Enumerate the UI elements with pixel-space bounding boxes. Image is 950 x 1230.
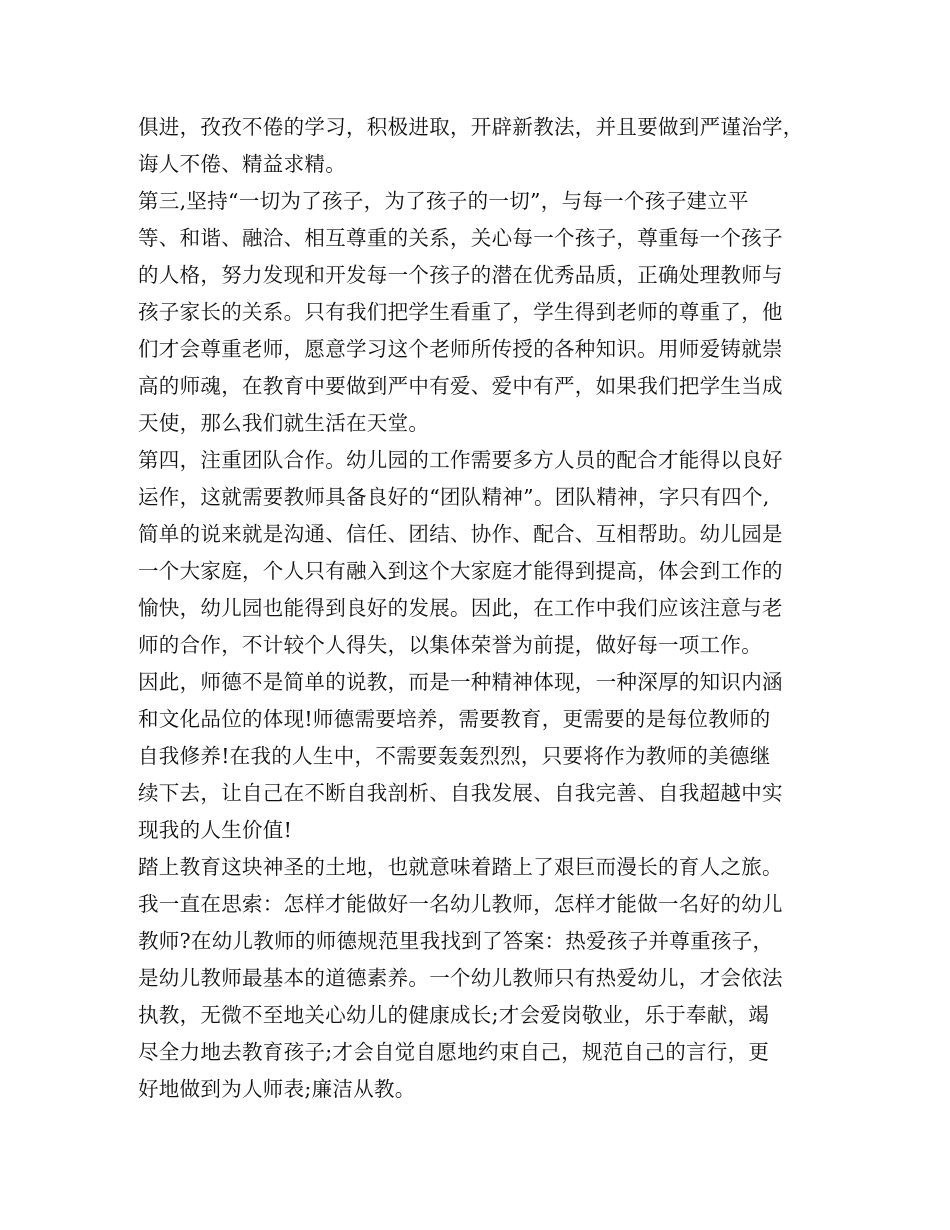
text-line: 好地做到为人师表;廉洁从教。 <box>138 1077 416 1101</box>
text-line: 师的合作，不计较个人得失，以集体荣誉为前提，做好每一项工作。 <box>138 633 762 657</box>
text-line: 我一直在思索：怎样才能做好一名幼儿教师，怎样才能做一名好的幼儿 <box>138 892 783 916</box>
text-line: 和文化品位的体现!师德需要培养，需要教育，更需要的是每位教师的 <box>138 707 771 731</box>
text-line: 一个大家庭，个人只有融入到这个大家庭才能得到提高，体会到工作的 <box>138 559 783 583</box>
text-line: 运作，这就需要教师具备良好的“团队精神”。团队精神，字只有四个, <box>138 485 770 509</box>
text-line: 踏上教育这块神圣的土地，也就意味着踏上了艰巨而漫长的育人之旅。 <box>138 855 783 879</box>
text-line: 孩子家长的关系。只有我们把学生看重了，学生得到老师的尊重了，他 <box>138 300 783 324</box>
text-line: 俱进，孜孜不倦的学习，积极进取，开辟新教法，并且要做到严谨治学， <box>138 115 804 139</box>
text-line: 尽全力地去教育孩子;才会自觉自愿地约束自己，规范自己的言行，更 <box>138 1040 770 1064</box>
text-line: 教师?在幼儿教师的师德规范里我找到了答案：热爱孩子并尊重孩子， <box>138 929 774 953</box>
text-line: 们才会尊重老师，愿意学习这个老师所传授的各种知识。用师爱铸就崇 <box>138 337 783 361</box>
document-body <box>138 109 828 1108</box>
text-line: 执教，无微不至地关心幼儿的健康成长;才会爱岗敬业，乐于奉献，竭 <box>138 1003 770 1027</box>
text-line: 自我修养!在我的人生中，不需要轰轰烈烈，只要将作为教师的美德继 <box>138 744 771 768</box>
text-line: 的人格，努力发现和开发每一个孩子的潜在优秀品质，正确处理教师与 <box>138 263 783 287</box>
text-line: 第四，注重团队合作。幼儿园的工作需要多方人员的配合才能得以良好 <box>138 448 783 472</box>
text-line: 第三,坚持“一切为了孩子，为了孩子的一切”，与每一个孩子建立平 <box>138 189 749 213</box>
text-line: 高的师魂，在教育中要做到严中有爱、爱中有严，如果我们把学生当成 <box>138 374 783 398</box>
text-line: 愉快，幼儿园也能得到良好的发展。因此，在工作中我们应该注意与老 <box>138 596 783 620</box>
text-line: 因此，师德不是简单的说教，而是一种精神体现，一种深厚的知识内涵 <box>138 670 783 694</box>
text-line: 是幼儿教师最基本的道德素养。一个幼儿教师只有热爱幼儿，才会依法 <box>138 966 783 990</box>
text-line: 续下去，让自己在不断自我剖析、自我发展、自我完善、自我超越中实 <box>138 781 783 805</box>
text-line: 简单的说来就是沟通、信任、团结、协作、配合、互相帮助。幼儿园是 <box>138 522 783 546</box>
text-line: 等、和谐、融洽、相互尊重的关系，关心每一个孩子，尊重每一个孩子 <box>138 226 783 250</box>
text-line: 诲人不倦、精益求精。 <box>138 152 346 176</box>
text-line: 现我的人生价值! <box>138 818 293 842</box>
text-line: 天使，那么我们就生活在天堂。 <box>138 411 430 435</box>
